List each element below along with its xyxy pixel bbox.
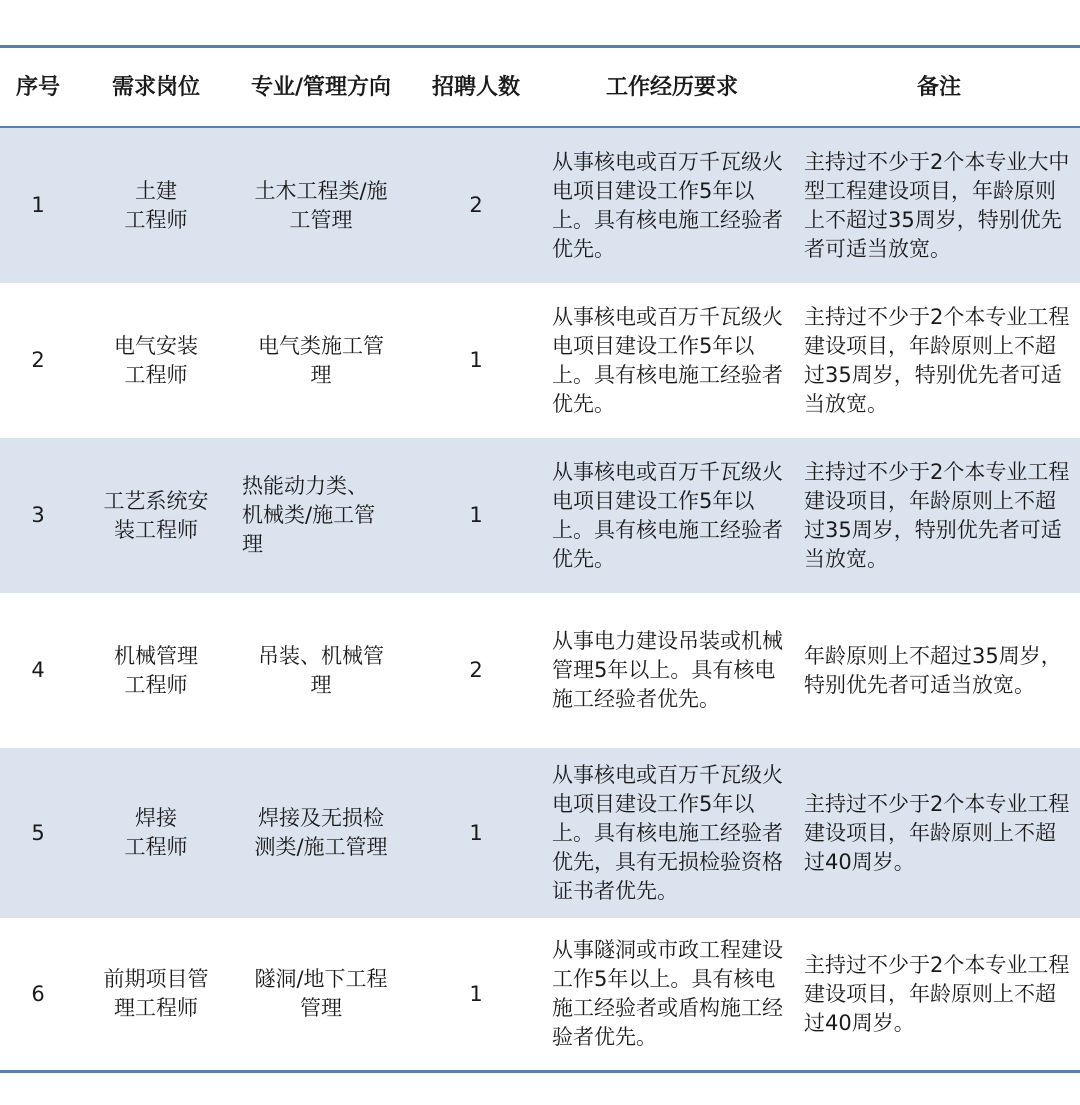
row-experience xyxy=(546,438,798,593)
table-header-row xyxy=(0,48,1080,128)
table-row xyxy=(0,593,1080,748)
row-major-text: 热能动力类、 机械类/施工管 理 xyxy=(242,474,376,556)
row-major-text: 焊接及无损检 测类/施工管理 xyxy=(254,806,388,859)
row-major-text: 土木工程类/施 工管理 xyxy=(254,178,388,232)
row-major xyxy=(236,128,406,283)
row-major-text: 隧洞/地下工程 管理 xyxy=(254,967,388,1020)
row-experience xyxy=(546,283,798,438)
row-position-text: 前期项目管 理工程师 xyxy=(103,967,209,1020)
row-position xyxy=(76,283,236,438)
row-no: 5 xyxy=(31,820,45,845)
row-remark-text: 主持过不少于2个本专业大中型工程建设项目，年龄原则上不超过35周岁，特别优先者可适当放宽。 xyxy=(804,149,1070,261)
table-row xyxy=(0,748,1080,918)
row-experience xyxy=(546,918,798,1070)
row-position xyxy=(76,748,236,918)
row-major xyxy=(236,748,406,918)
row-major xyxy=(236,593,406,748)
row-position-text: 工艺系统安 装工程师 xyxy=(103,488,209,542)
header-position: 需求岗位 xyxy=(111,74,200,100)
row-experience-text: 从事核电或百万千瓦级火电项目建设工作5年以上。具有核电施工经验者优先，具有无损检验资格证书者优先。 xyxy=(552,762,783,903)
row-count: 1 xyxy=(469,348,483,372)
row-experience xyxy=(546,748,798,918)
row-experience xyxy=(546,593,798,748)
recruitment-table xyxy=(0,45,1080,1073)
row-no: 2 xyxy=(31,348,45,372)
row-count: 1 xyxy=(469,503,483,527)
row-position-text: 焊接 工程师 xyxy=(124,806,188,859)
row-remark xyxy=(798,128,1080,283)
table-row xyxy=(0,438,1080,593)
row-position-text: 机械管理 工程师 xyxy=(114,643,198,697)
row-no: 4 xyxy=(31,658,45,682)
row-no: 6 xyxy=(31,981,45,1006)
row-count: 2 xyxy=(469,658,483,682)
row-position-text: 电气安装 工程师 xyxy=(114,333,198,387)
row-count: 1 xyxy=(469,981,483,1006)
header-major: 专业/管理方向 xyxy=(250,74,392,100)
row-count: 2 xyxy=(469,193,483,217)
row-position xyxy=(76,438,236,593)
row-remark xyxy=(798,438,1080,593)
table-row xyxy=(0,918,1080,1070)
row-position xyxy=(76,918,236,1070)
table-row xyxy=(0,128,1080,283)
row-experience-text: 从事核电或百万千瓦级火电项目建设工作5年以上。具有核电施工经验者优先。 xyxy=(552,149,783,261)
row-count: 1 xyxy=(469,820,483,845)
row-major xyxy=(236,918,406,1070)
row-major-text: 吊装、机械管 理 xyxy=(258,643,384,697)
row-remark-text: 主持过不少于2个本专业工程建设项目，年龄原则上不超过40周岁。 xyxy=(804,791,1070,874)
row-experience xyxy=(546,128,798,283)
row-remark xyxy=(798,283,1080,438)
row-position xyxy=(76,128,236,283)
row-experience-text: 从事隧洞或市政工程建设工作5年以上。具有核电施工经验者或盾构施工经验者优先。 xyxy=(552,938,783,1049)
header-remark: 备注 xyxy=(916,74,961,100)
row-remark xyxy=(798,748,1080,918)
row-remark-text: 主持过不少于2个本专业工程建设项目，年龄原则上不超过35周岁，特别优先者可适当放宽。 xyxy=(804,304,1070,416)
row-remark-text: 年龄原则上不超过35周岁，特别优先者可适当放宽。 xyxy=(804,643,1062,697)
row-experience-text: 从事电力建设吊装或机械管理5年以上。具有核电施工经验者优先。 xyxy=(552,629,783,711)
header-no: 序号 xyxy=(15,74,60,100)
row-position-text: 土建 工程师 xyxy=(124,178,188,232)
row-remark-text: 主持过不少于2个本专业工程建设项目，年龄原则上不超过40周岁。 xyxy=(804,952,1070,1035)
row-no: 3 xyxy=(31,503,45,527)
row-major xyxy=(236,283,406,438)
row-major xyxy=(236,438,406,593)
row-remark-text: 主持过不少于2个本专业工程建设项目，年龄原则上不超过35周岁，特别优先者可适当放宽。 xyxy=(804,459,1070,571)
row-remark xyxy=(798,593,1080,748)
header-experience: 工作经历要求 xyxy=(605,74,738,100)
row-experience-text: 从事核电或百万千瓦级火电项目建设工作5年以上。具有核电施工经验者优先。 xyxy=(552,304,783,416)
row-experience-text: 从事核电或百万千瓦级火电项目建设工作5年以上。具有核电施工经验者优先。 xyxy=(552,459,783,571)
header-count: 招聘人数 xyxy=(431,74,520,100)
table-row xyxy=(0,283,1080,438)
row-major-text: 电气类施工管 理 xyxy=(258,333,384,387)
row-position xyxy=(76,593,236,748)
row-no: 1 xyxy=(31,193,45,217)
row-remark xyxy=(798,918,1080,1070)
